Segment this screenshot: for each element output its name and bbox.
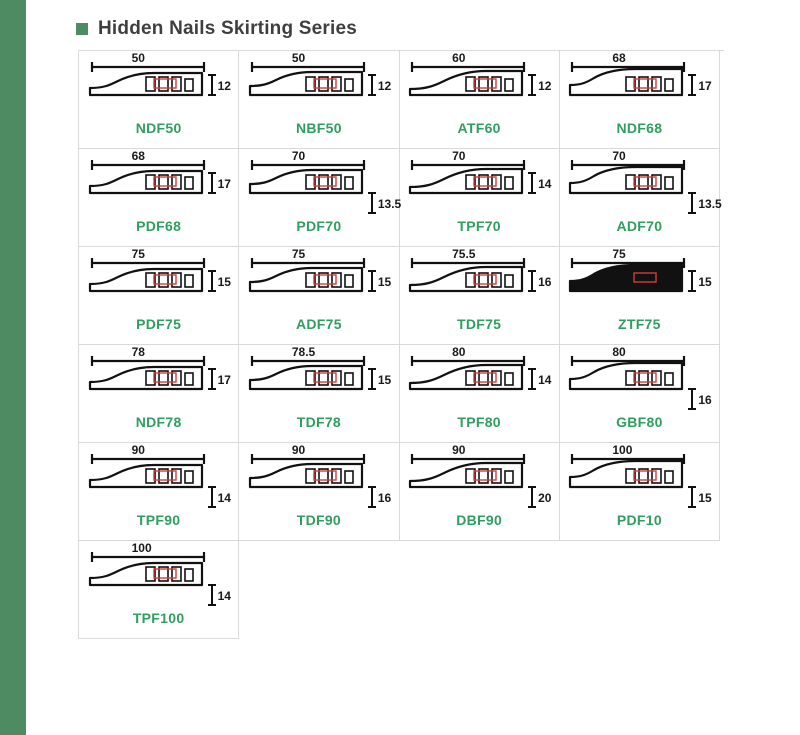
profile-cell[interactable] [560, 443, 720, 541]
profile-code-label: TPF90 [136, 512, 181, 528]
profile-cell[interactable] [400, 443, 560, 541]
width-dimension-label: 90 [452, 443, 466, 457]
height-dimension-label: 16 [538, 275, 552, 289]
height-dimension-label: 16 [698, 393, 712, 407]
profile-figure [564, 345, 714, 413]
profile-cell[interactable] [79, 541, 239, 639]
height-dimension-label: 13.5 [377, 197, 402, 211]
profile-grid [78, 50, 724, 639]
profile-cell[interactable] [79, 247, 239, 345]
height-dimension-label: 12 [538, 79, 552, 93]
profile-cell[interactable] [400, 345, 560, 443]
profile-cell[interactable] [239, 247, 399, 345]
profile-cell[interactable] [239, 345, 399, 443]
profile-code-label: TPF80 [457, 414, 501, 430]
profile-drawing [84, 55, 234, 119]
profile-figure [84, 149, 234, 217]
profile-code-label: TDF90 [296, 512, 342, 528]
width-dimension-label: 100 [612, 443, 633, 457]
profile-code-label: ADF70 [616, 218, 663, 234]
profile-drawing [84, 153, 234, 217]
profile-code-label: GBF80 [616, 414, 663, 430]
profile-drawing [84, 545, 234, 609]
profile-drawing [564, 55, 714, 119]
profile-code-label: DBF90 [456, 512, 503, 528]
width-dimension-label: 90 [291, 443, 306, 457]
profile-figure [244, 443, 394, 511]
profile-drawing [404, 251, 554, 315]
width-dimension-label: 100 [131, 541, 152, 555]
width-dimension-label: 70 [291, 149, 306, 163]
profile-figure [84, 247, 234, 315]
profile-figure [244, 247, 394, 315]
profile-code-label: TDF78 [296, 414, 342, 430]
width-dimension-label: 75.5 [452, 247, 476, 261]
page-title-text: Hidden Nails Skirting Series [98, 18, 358, 39]
height-dimension-label: 15 [377, 275, 392, 289]
width-dimension-label: 90 [131, 443, 145, 457]
height-dimension-label: 14 [217, 491, 231, 505]
profile-drawing [564, 447, 714, 511]
profile-drawing [84, 349, 234, 413]
width-dimension-label: 70 [452, 149, 466, 163]
profile-drawing [244, 153, 394, 217]
profile-drawing [84, 447, 234, 511]
profile-figure [564, 443, 714, 511]
width-dimension-label: 68 [612, 51, 626, 65]
height-dimension-label: 15 [217, 275, 231, 289]
profile-figure [404, 149, 554, 217]
profile-figure [84, 345, 234, 413]
profile-drawing [404, 55, 554, 119]
height-dimension-label: 17 [217, 177, 231, 191]
profile-code-label: PDF75 [136, 316, 182, 332]
width-dimension-label: 68 [131, 149, 145, 163]
profile-drawing [564, 153, 714, 217]
profile-figure [244, 51, 394, 119]
profile-figure [564, 51, 714, 119]
profile-code-label: TPF100 [132, 610, 185, 626]
width-dimension-label: 75 [131, 247, 145, 261]
profile-drawing [404, 349, 554, 413]
height-dimension-label: 15 [377, 373, 392, 387]
profile-code-label: TDF75 [456, 316, 502, 332]
profile-cell[interactable] [560, 51, 720, 149]
page-content [32, 0, 800, 735]
profile-code-label: ATF60 [457, 120, 501, 136]
height-dimension-label: 15 [698, 491, 712, 505]
profile-cell[interactable] [239, 443, 399, 541]
profile-drawing [404, 153, 554, 217]
profile-drawing [564, 349, 714, 413]
profile-code-label: NDF68 [616, 120, 663, 136]
profile-code-label: TPF70 [457, 218, 501, 234]
width-dimension-label: 70 [612, 149, 626, 163]
height-dimension-label: 14 [538, 177, 552, 191]
profile-figure [244, 149, 402, 217]
profile-figure [404, 443, 554, 511]
profile-cell[interactable] [79, 345, 239, 443]
height-dimension-label: 14 [538, 373, 552, 387]
height-dimension-label: 17 [217, 373, 231, 387]
profile-cell[interactable] [239, 51, 399, 149]
profile-code-label: NBF50 [295, 120, 342, 136]
profile-code-label: NDF50 [135, 120, 182, 136]
profile-figure [84, 51, 234, 119]
profile-figure [84, 541, 234, 609]
profile-drawing [404, 447, 554, 511]
width-dimension-label: 78 [131, 345, 145, 359]
height-dimension-label: 16 [377, 491, 392, 505]
width-dimension-label: 75 [612, 247, 626, 261]
width-dimension-label: 80 [452, 345, 466, 359]
height-dimension-label: 17 [698, 79, 712, 93]
profile-drawing [244, 55, 394, 119]
profile-cell[interactable] [400, 149, 560, 247]
profile-drawing [84, 251, 234, 315]
profile-figure [404, 345, 554, 413]
width-dimension-label: 78.5 [291, 345, 316, 359]
profile-cell[interactable] [239, 149, 402, 247]
profile-code-label: NDF78 [135, 414, 182, 430]
height-dimension-label: 12 [217, 79, 231, 93]
profile-cell[interactable] [79, 443, 239, 541]
title-bullet-icon [76, 23, 88, 35]
width-dimension-label: 60 [452, 51, 466, 65]
profile-cell[interactable] [400, 51, 560, 149]
width-dimension-label: 75 [291, 247, 306, 261]
profile-cell[interactable] [79, 51, 239, 149]
page-title [76, 18, 800, 40]
width-dimension-label: 50 [291, 51, 306, 65]
profile-figure [244, 345, 394, 413]
profile-figure [564, 149, 722, 217]
height-dimension-label: 20 [538, 491, 552, 505]
height-dimension-label: 13.5 [698, 197, 722, 211]
profile-code-label: PDF10 [616, 512, 662, 528]
width-dimension-label: 80 [612, 345, 626, 359]
profile-drawing [244, 447, 394, 511]
profile-drawing [244, 349, 394, 413]
profile-figure [564, 247, 714, 315]
profile-cell[interactable] [79, 149, 239, 247]
height-dimension-label: 12 [377, 79, 392, 93]
left-accent-bar [0, 0, 26, 735]
profile-code-label: PDF68 [136, 218, 182, 234]
profile-code-label: ADF75 [295, 316, 342, 332]
profile-cell[interactable] [560, 345, 720, 443]
profile-code-label: ZTF75 [618, 316, 661, 332]
profile-code-label: PDF70 [296, 218, 342, 234]
profile-cell[interactable] [560, 247, 720, 345]
profile-figure [404, 51, 554, 119]
height-dimension-label: 15 [698, 275, 712, 289]
profile-drawing [244, 251, 394, 315]
profile-cell[interactable] [560, 149, 720, 247]
profile-drawing [564, 251, 714, 315]
profile-figure [404, 247, 554, 315]
width-dimension-label: 50 [131, 51, 145, 65]
profile-cell[interactable] [400, 247, 560, 345]
height-dimension-label: 14 [217, 589, 231, 603]
profile-figure [84, 443, 234, 511]
